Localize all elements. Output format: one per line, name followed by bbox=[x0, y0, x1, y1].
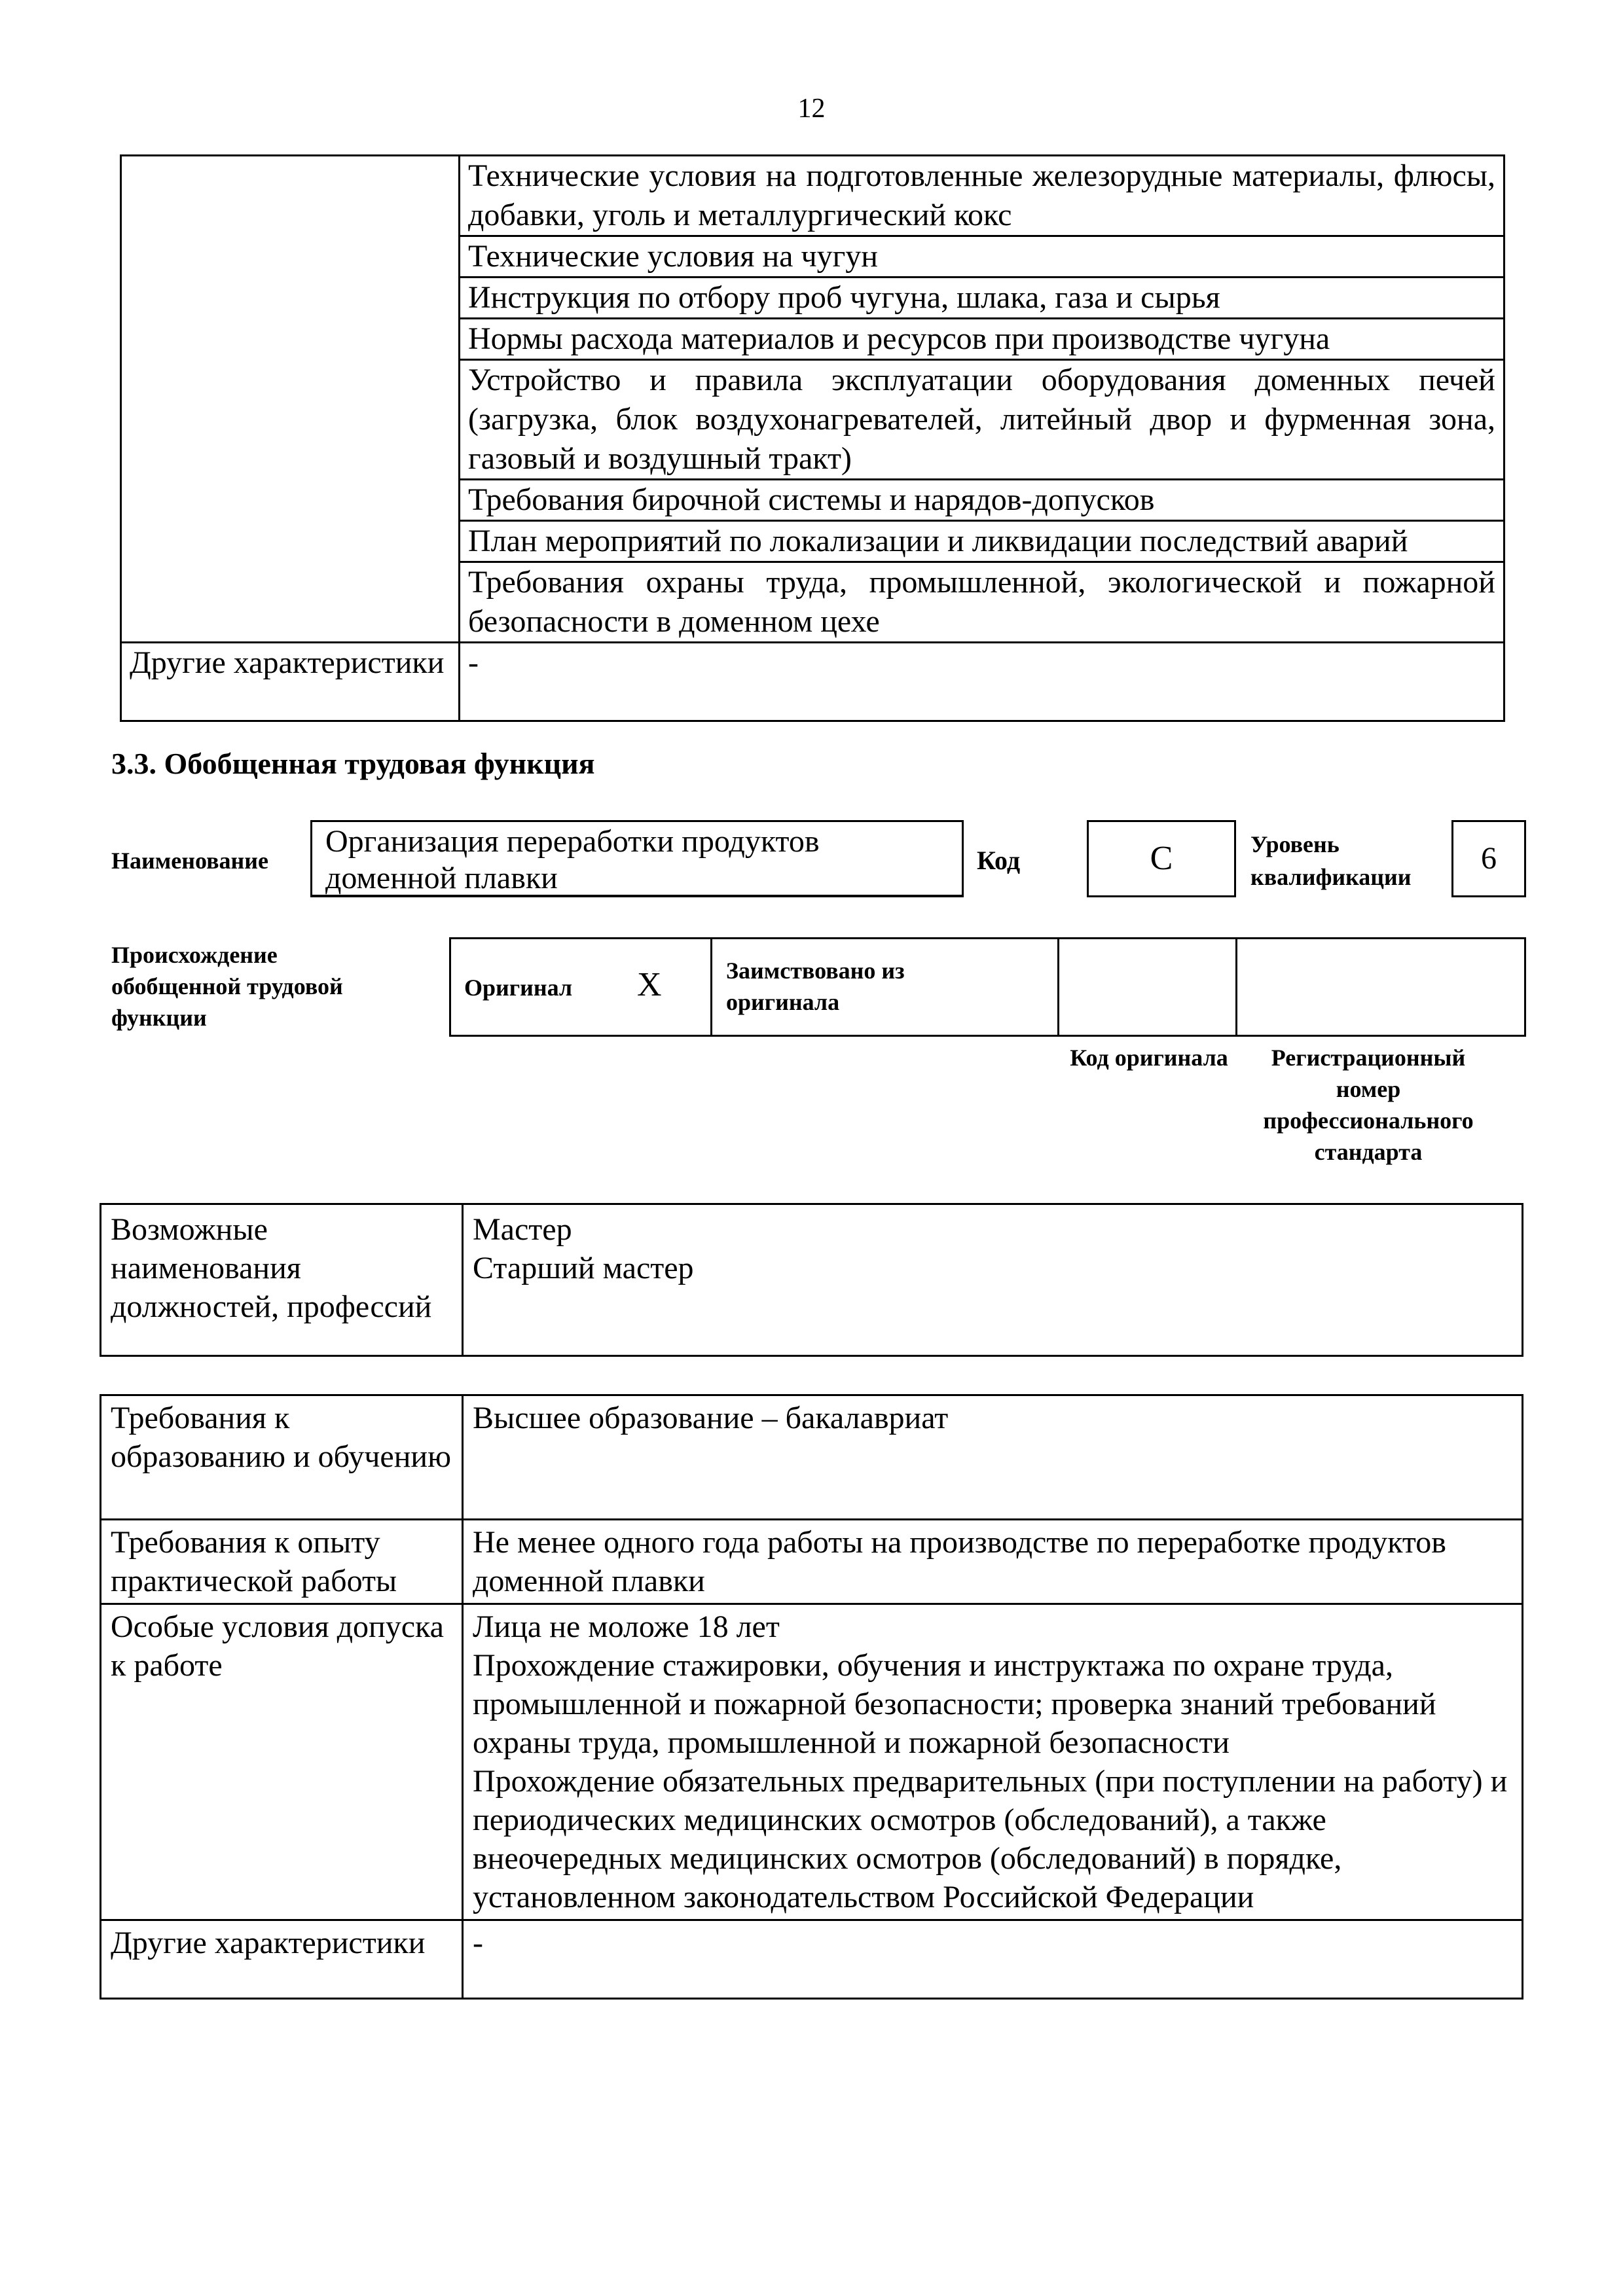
reg-number-caption: Регистрационный номер профессионального стандарта bbox=[1263, 1045, 1474, 1165]
positions-values bbox=[463, 1204, 1523, 1356]
origin-label: Происхождение обобщенной трудовой функции bbox=[111, 942, 343, 1031]
education-value: Высшее образование – бакалавриат bbox=[463, 1395, 1523, 1520]
level-label: Уровень квалификации bbox=[1250, 831, 1412, 890]
divider bbox=[1057, 939, 1059, 1035]
name-value: Организация переработки продуктов доменной плавки bbox=[310, 820, 964, 897]
positions-label: Возможные наименования должностей, профессий bbox=[101, 1204, 463, 1356]
table-cell: Требования охраны труда, промышленной, экологической и пожарной безопасности в доменном цехе bbox=[460, 562, 1504, 643]
positions-table bbox=[100, 1203, 1523, 1357]
experience-label: Требования к опыту практической работы bbox=[101, 1520, 463, 1604]
table-cell: Устройство и правила эксплуатации оборудования доменных печей (загрузка, блок воздухонагревателей, литейный двор и фурменная зона, газовый и воздушный тракт) bbox=[460, 360, 1504, 480]
original-mark: X bbox=[637, 966, 662, 1003]
level-value: 6 bbox=[1451, 820, 1526, 897]
label-cell-empty bbox=[121, 156, 460, 643]
original-label: Оригинал bbox=[464, 975, 573, 1001]
page-number: 12 bbox=[797, 94, 826, 124]
position-item: Старший мастер bbox=[473, 1251, 694, 1285]
position-item: Мастер bbox=[473, 1212, 572, 1247]
experience-value: Не менее одного года работы на производстве по переработке продуктов доменной плавки bbox=[463, 1520, 1523, 1604]
table-cell: Требования бирочной системы и нарядов-допусков bbox=[460, 480, 1504, 521]
education-label: Требования к образованию и обучению bbox=[101, 1395, 463, 1520]
borrowed-label: Заимствовано из оригинала bbox=[726, 958, 905, 1015]
code-value: C bbox=[1087, 820, 1236, 897]
code-label: Код bbox=[977, 846, 1021, 875]
name-label: Наименование bbox=[111, 848, 268, 874]
divider bbox=[1235, 939, 1237, 1035]
table-cell: Технические условия на подготовленные железорудные материалы, флюсы, добавки, уголь и металлургический кокс bbox=[460, 156, 1504, 236]
table-cell: Технические условия на чугун bbox=[460, 236, 1504, 278]
table-cell: Нормы расхода материалов и ресурсов при производстве чугуна bbox=[460, 319, 1504, 360]
admission-item: Лица не моложе 18 лет bbox=[473, 1609, 780, 1644]
admission-label: Особые условия допуска к работе bbox=[101, 1604, 463, 1920]
divider bbox=[710, 939, 712, 1035]
table-cell: Инструкция по отбору проб чугуна, шлака, газа и сырья bbox=[460, 278, 1504, 319]
admission-item: Прохождение стажировки, обучения и инструктажа по охране труда, промышленной и пожарной безопасности; проверка знаний требований охраны труда, промышленной и пожарной безопасности bbox=[473, 1648, 1436, 1760]
admission-values bbox=[463, 1604, 1523, 1920]
table-cell: План мероприятий по локализации и ликвидации последствий аварий bbox=[460, 521, 1504, 562]
origin-box bbox=[449, 937, 1526, 1037]
original-code-caption: Код оригинала bbox=[1070, 1045, 1228, 1071]
requirements-table bbox=[100, 1394, 1523, 2000]
section-title: 3.3. Обобщенная трудовая функция bbox=[111, 747, 595, 780]
other-characteristics-label: Другие характеристики bbox=[121, 643, 460, 721]
admission-item: Прохождение обязательных предварительных (при поступлении на работу) и периодических медицинских осмотров (обследований), а также внеочередных медицинских осмотров (обследований) в порядке, установленном законодательством Российской Федерации bbox=[473, 1764, 1508, 1914]
other-value: - bbox=[463, 1920, 1523, 1999]
other-characteristics-value: - bbox=[460, 643, 1504, 721]
knowledge-table bbox=[120, 154, 1505, 722]
other-label: Другие характеристики bbox=[101, 1920, 463, 1999]
